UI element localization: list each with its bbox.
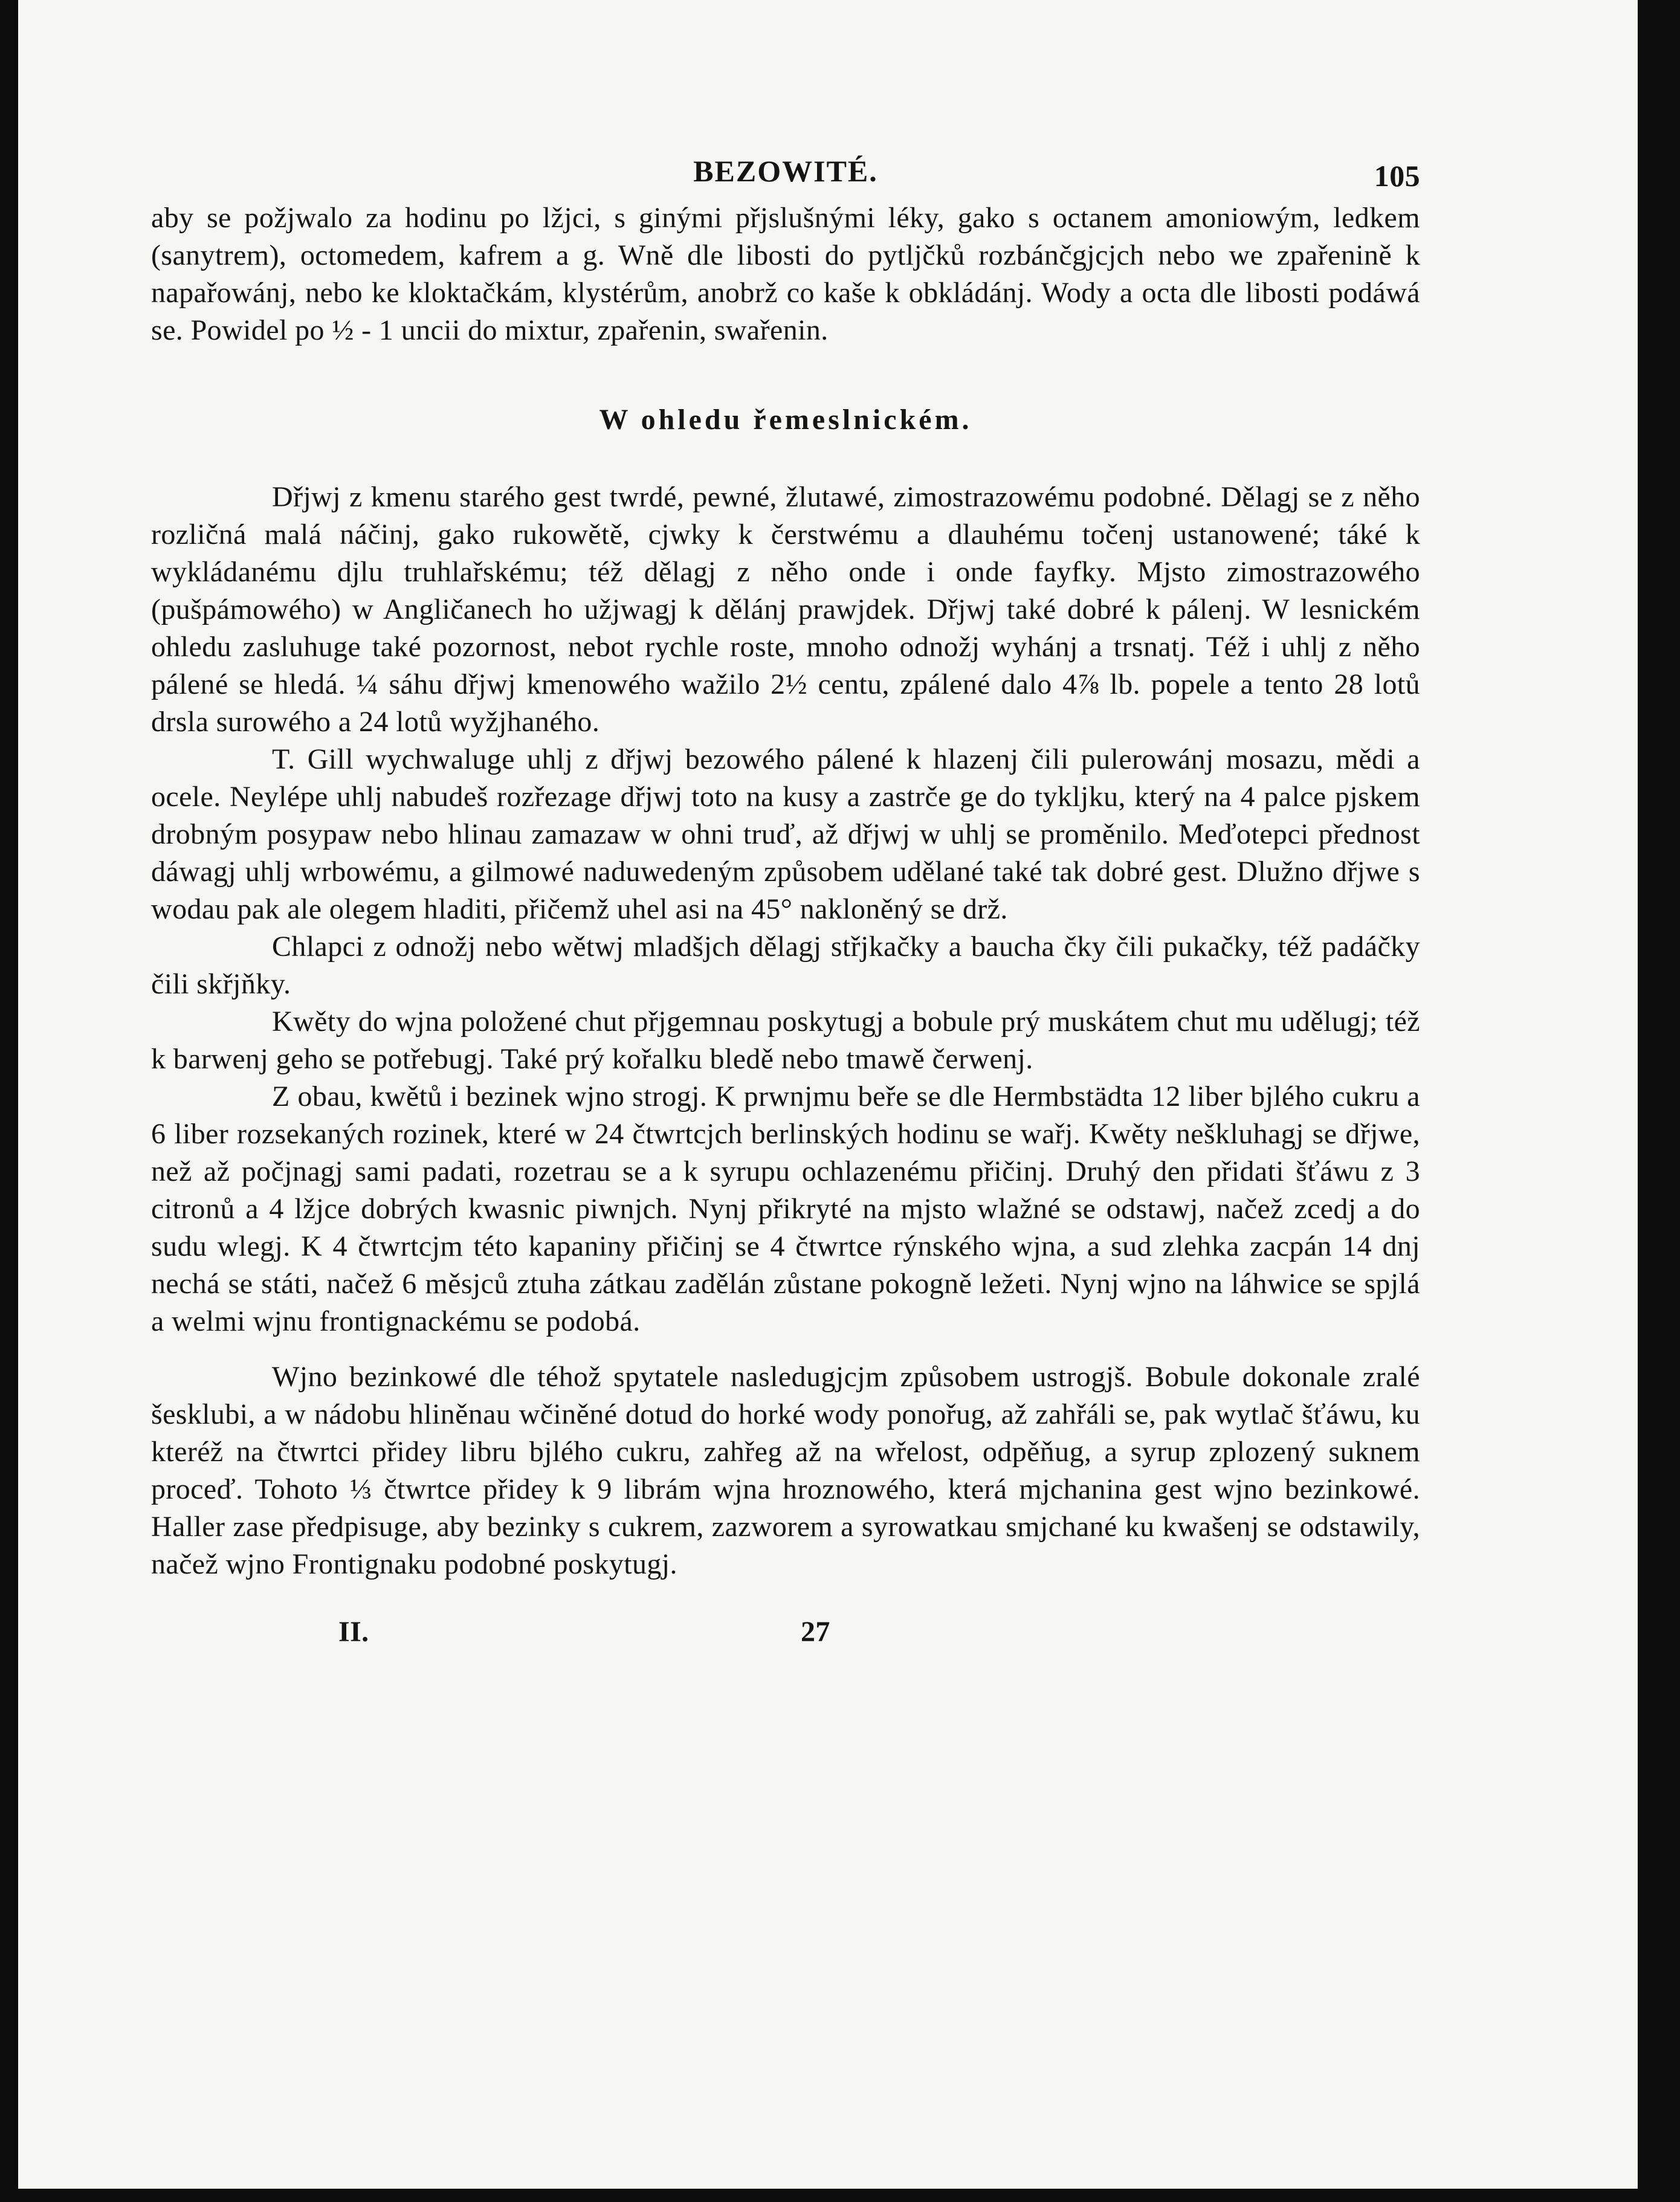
section-title: W ohledu řemeslnickém. xyxy=(599,404,972,436)
scan-border-bottom xyxy=(0,2189,1680,2202)
paragraph-6: Wjno bezinkowé dle téhož spytatele nasledugjcjm způsobem ustrogjš. Bobule dokonale zralé šesklubi, a w nádobu hliněnau wčiněné dotud do horké wody ponořug, až zahřáli se, pak wytlač šťáwu, ku kteréž na čtwrtci přidey libru bjlého cukru, zahřeg až na wřelost, odpěňug, a syrup zplozený suknem proceď. Tohoto ⅓ čtwrtce přidey k 9 librám wjna hroznowého, která mjchanina gest wjno bezinkowé. Haller zase předpisuge, aby bezinky s cukrem, zazworem a syrowatkau smjchané ku kwašenj se odstawily, načež wjno Frontignaku podobné poskytugj. xyxy=(151,1361,1420,1580)
signature-mark: II. xyxy=(338,1616,369,1648)
sheet-number: 27 xyxy=(801,1616,830,1648)
paragraph-1: Dřjwj z kmenu starého gest twrdé, pewné, žlutawé, zimostrazowému podobné. Dělagj se z něho rozličná malá náčinj, gako rukowětě, cjwky k čerstwému a dlauhému točenj ustanowené; táké k wykládanému djlu truhlařskému; též dělagj z něho onde i onde fayfky. Mjsto zimostrazowého (pušpámowého) w Angličanech ho užjwagj k dělánj prawjdek. Dřjwj také dobré k pálenj. W lesnickém ohledu zasluhuge také pozornost, nebot rychle roste, mnoho odnožj wyhánj a trsnatj. Též i uhlj z něho pálené se hledá. ¼ sáhu dřjwj kmenowého wažilo 2½ centu, zpálené dalo 4⅞ lb. popele a tento 28 lotů drsla surowého a 24 lotů wyžjhaného. xyxy=(151,481,1420,738)
page-header xyxy=(151,139,1420,199)
paragraph-5: Z obau, kwětů i bezinek wjno strogj. K prwnjmu beře se dle Hermbstädta 12 liber bjlého cukru a 6 liber rozsekaných rozinek, které w 24 čtwrtcjch berlinských hodinu se wařj. Kwěty neškluhagj se dřjwe, než až počjnagj sami padati, rozetrau se a k syrupu ochlazenému přičinj. Druhý den přidati šťáwu z 3 citronů a 4 lžjce dobrých kwasnic piwnjch. Nynj přikryté na mjsto wlažné se odstawj, načež zcedj a do sudu wlegj. K 4 čtwrtcjm této kapaniny přičinj se 4 čtwrtce rýnského wjna, a sud zlehka zacpán 14 dnj nechá se státi, načež 6 měsjců ztuha zátkau zadělán zůstane pokogně ležeti. Nynj wjno na láhwice se spjlá a welmi wjnu frontignackému se podobá. xyxy=(151,1080,1420,1337)
scan-border-left xyxy=(0,0,18,2202)
running-head: BEZOWITÉ. xyxy=(693,154,878,188)
paragraph-4: Kwěty do wjna položené chut přjgemnau poskytugj a bobule prý muskátem chut mu udělugj; též k barwenj geho se potřebugj. Také prý kořalku bledě nebo tmawě čerwenj. xyxy=(151,1006,1420,1075)
page-footer xyxy=(151,1613,1420,1650)
paragraph-continuation: aby se požjwalo za hodinu po lžjci, s ginými přjslušnými léky, gako s octanem amoniowým, ledkem (sanytrem), octomedem, kafrem a g. Wně dle libosti do pytljčků rozbánčgjcjch nebo we zpařenině k napařowánj, nebo ke kloktačkám, klystérům, anobrž co kaše k obkládánj. Wody a octa dle libosti podáwá se. Powidel po ½ - 1 uncii do mixtur, zpařenin, swařenin. xyxy=(151,202,1420,346)
paragraph-3: Chlapci z odnožj nebo wětwj mladšjch dělagj střjkačky a baucha čky čili pukačky, též padáčky čili skřjňky. xyxy=(151,931,1420,1000)
scan-border-right xyxy=(1638,0,1680,2202)
page-content xyxy=(151,139,1420,1650)
paragraph-2: T. Gill wychwaluge uhlj z dřjwj bezowého pálené k hlazenj čili pulerowánj mosazu, mědi a ocele. Neylépe uhlj nabudeš rozřezage dřjwj toto na kusy a zastrče ge do tykljku, který na 4 palce pjskem drobným posypaw nebo hlinau zamazaw w ohni truď, až dřjwj w uhlj se proměnilo. Meďotepci přednost dáwagj uhlj wrbowému, a gilmowé naduwedeným způsobem udělané také tak dobré gest. Dlužno dřjwe s wodau pak ale olegem hladiti, přičemž uhel asi na 45° nakloněný se drž. xyxy=(151,743,1420,925)
page-number: 105 xyxy=(1374,159,1420,193)
